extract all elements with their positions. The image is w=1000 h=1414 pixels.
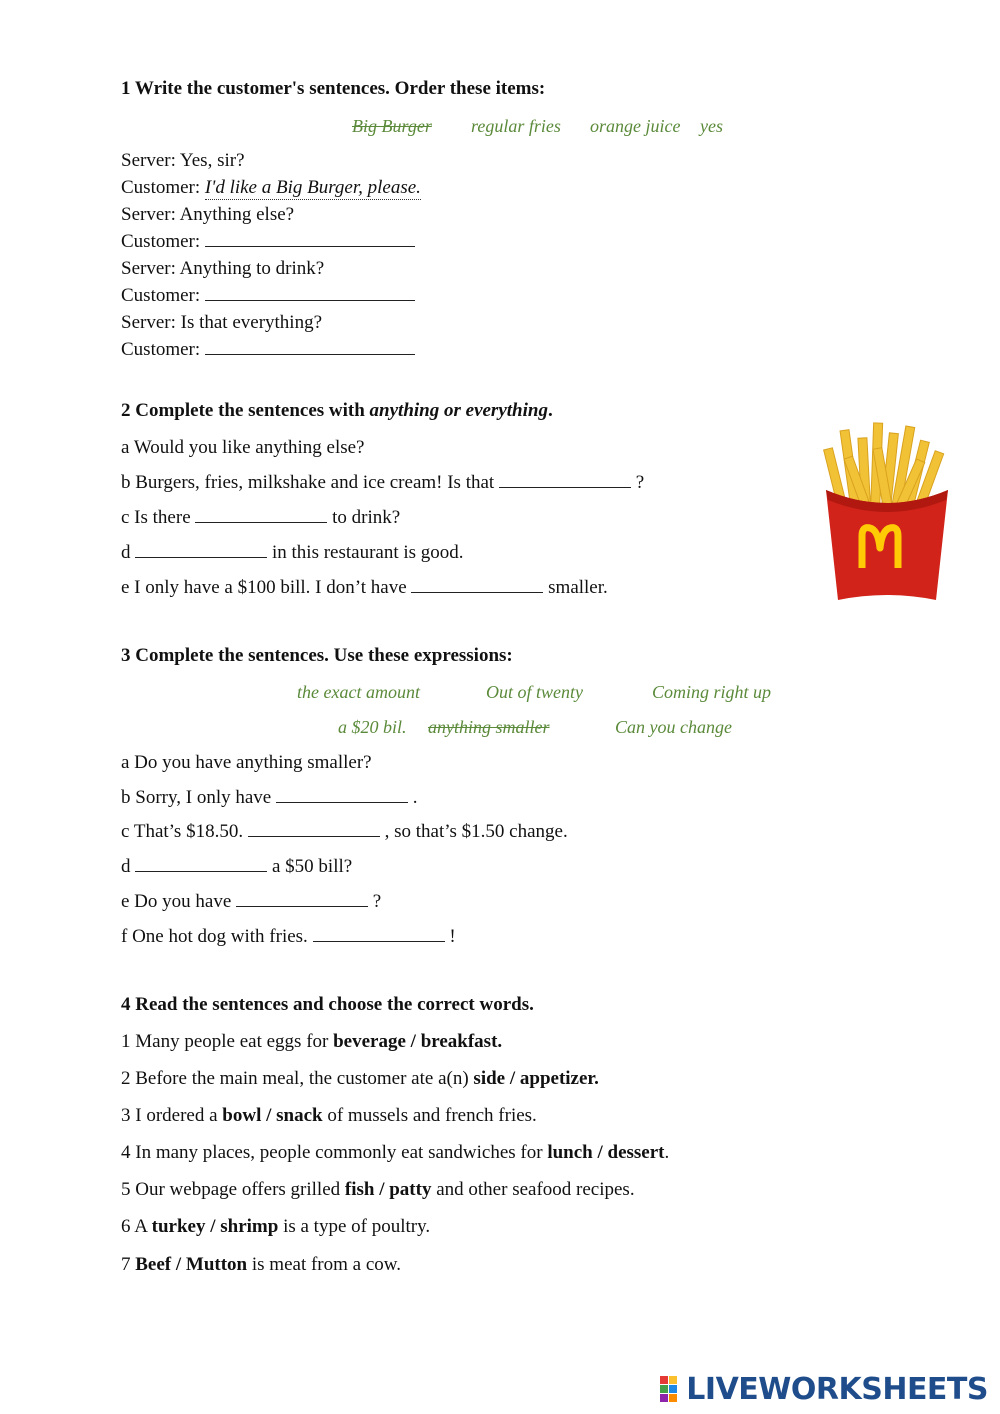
word-choice[interactable]: beverage / breakfast.	[333, 1031, 503, 1052]
line-text: Yes, sir?	[179, 150, 245, 171]
sentence-text: c Is there	[121, 507, 191, 528]
answer-blank[interactable]	[313, 927, 445, 942]
word-bank-item: orange juice	[590, 116, 681, 136]
word-bank-item: a $20 bil.	[338, 717, 407, 737]
answer-blank[interactable]	[135, 543, 267, 558]
sentence-item	[121, 856, 352, 878]
answer-blank[interactable]	[195, 508, 327, 523]
liveworksheets-logo[interactable]	[660, 1372, 988, 1406]
speaker: Customer:	[121, 339, 201, 360]
dialogue-line	[121, 150, 245, 172]
sentence-item	[121, 577, 608, 599]
sentence-item	[121, 891, 381, 913]
choice-item	[121, 1142, 669, 1164]
word-bank-item: Can you change	[615, 717, 732, 737]
dialogue-line	[121, 258, 324, 280]
dialogue-line	[121, 312, 322, 334]
word-choice[interactable]: turkey / shrimp	[151, 1216, 279, 1237]
line-text: Anything else?	[179, 204, 295, 225]
liveworksheets-logo-text: LIVEWORKSHEETS	[686, 1371, 988, 1407]
sentence-text: a Would you like anything else?	[121, 437, 365, 458]
sentence-text: ?	[635, 472, 645, 493]
sentence-text: of mussels and french fries.	[322, 1105, 537, 1126]
choice-item	[121, 1068, 599, 1090]
sentence-text: is a type of poultry.	[278, 1216, 431, 1237]
sentence-text: 3 I ordered a	[121, 1105, 223, 1126]
sentence-text: f One hot dog with fries.	[121, 926, 308, 947]
section-3-heading: 3 Complete the sentences. Use these expressions:	[121, 645, 513, 666]
sentence-item	[121, 472, 644, 494]
choice-item	[121, 1254, 401, 1276]
answer-blank[interactable]	[135, 857, 267, 872]
word-bank-item: the exact amount	[297, 682, 420, 702]
word-bank-item: yes	[700, 116, 723, 136]
section-1-heading: 1 Write the customer's sentences. Order these items:	[121, 78, 546, 99]
sentence-text: e I only have a $100 bill. I don’t have	[121, 577, 407, 598]
dialogue-line	[121, 339, 415, 361]
liveworksheets-logo-icon	[660, 1376, 686, 1402]
line-text: Is that everything?	[180, 312, 323, 333]
speaker: Customer:	[121, 231, 201, 252]
answer-blank[interactable]	[205, 340, 415, 355]
word-bank-item: Big Burger	[352, 116, 432, 136]
sentence-item	[121, 542, 464, 564]
heading-suffix: .	[547, 400, 553, 421]
sentence-text: 6 A	[121, 1216, 152, 1237]
sentence-text: .	[664, 1142, 670, 1163]
sentence-item	[121, 821, 568, 843]
word-choice[interactable]: bowl / snack	[222, 1105, 323, 1126]
sentence-text: e Do you have	[121, 891, 232, 912]
answer-blank[interactable]	[205, 286, 415, 301]
speaker: Server:	[121, 312, 176, 333]
word-bank-item: anything smaller	[428, 717, 550, 737]
sentence-item	[121, 437, 364, 459]
speaker: Server:	[121, 150, 176, 171]
sentence-text: a $50 bill?	[272, 856, 353, 877]
heading-text: 2 Complete the sentences with	[121, 400, 370, 421]
heading-italic: anything or everything	[369, 400, 548, 421]
sentence-item	[121, 926, 456, 948]
sentence-text: !	[449, 926, 456, 947]
dialogue-line	[121, 204, 294, 226]
sentence-text: d	[121, 856, 131, 877]
choice-item	[121, 1105, 537, 1127]
speaker: Customer:	[121, 285, 201, 306]
answer-blank[interactable]	[236, 892, 368, 907]
french-fries-image	[812, 418, 962, 608]
sentence-text: 5 Our webpage offers grilled	[121, 1179, 345, 1200]
sentence-text: b Burgers, fries, milkshake and ice cream! Is that	[121, 472, 495, 493]
word-choice[interactable]: lunch / dessert	[547, 1142, 665, 1163]
sentence-text: to drink?	[332, 507, 401, 528]
sentence-item	[121, 507, 400, 529]
word-bank-item: Out of twenty	[486, 682, 583, 702]
sentence-text: b Sorry, I only have	[121, 787, 272, 808]
choice-item	[121, 1031, 502, 1053]
word-bank-item: Coming right up	[652, 682, 772, 702]
speaker: Server:	[121, 258, 176, 279]
sentence-item	[121, 787, 417, 809]
speaker: Server:	[121, 204, 176, 225]
answer-example: I'd like a Big Burger, please.	[204, 177, 421, 198]
sentence-text: a Do you have anything smaller?	[121, 752, 372, 773]
sentence-text: d	[121, 542, 131, 563]
word-choice[interactable]: side / appetizer.	[473, 1068, 599, 1089]
sentence-text: is meat from a cow.	[247, 1254, 402, 1275]
sentence-text: .	[412, 787, 418, 808]
dialogue-line	[121, 285, 415, 307]
sentence-text: 1 Many people eat eggs for	[121, 1031, 334, 1052]
sentence-text: 7	[121, 1254, 136, 1275]
sentence-text: , so that’s $1.50 change.	[384, 821, 568, 842]
section-2-heading	[121, 400, 553, 422]
sentence-text: c That’s $18.50.	[121, 821, 244, 842]
answer-blank[interactable]	[248, 822, 380, 837]
line-text: Anything to drink?	[179, 258, 325, 279]
dialogue-line	[121, 231, 415, 253]
choice-item	[121, 1179, 635, 1201]
sentence-text: smaller.	[548, 577, 608, 598]
section-4-heading: 4 Read the sentences and choose the correct words.	[121, 994, 534, 1015]
answer-blank[interactable]	[276, 788, 408, 803]
answer-blank[interactable]	[499, 473, 631, 488]
sentence-item	[121, 752, 372, 774]
word-choice[interactable]: fish / patty	[344, 1179, 432, 1200]
sentence-text: and other seafood recipes.	[431, 1179, 635, 1200]
speaker: Customer:	[121, 177, 201, 198]
answer-blank[interactable]	[205, 232, 415, 247]
sentence-text: in this restaurant is good.	[272, 542, 464, 563]
sentence-text: ?	[372, 891, 382, 912]
choice-item	[121, 1216, 430, 1238]
answer-blank[interactable]	[411, 578, 543, 593]
sentence-text: 2 Before the main meal, the customer ate a(n)	[121, 1068, 474, 1089]
word-choice[interactable]: Beef / Mutton	[135, 1254, 248, 1275]
dialogue-line	[121, 177, 421, 199]
sentence-text: 4 In many places, people commonly eat sandwiches for	[121, 1142, 548, 1163]
word-bank-item: regular fries	[471, 116, 561, 136]
